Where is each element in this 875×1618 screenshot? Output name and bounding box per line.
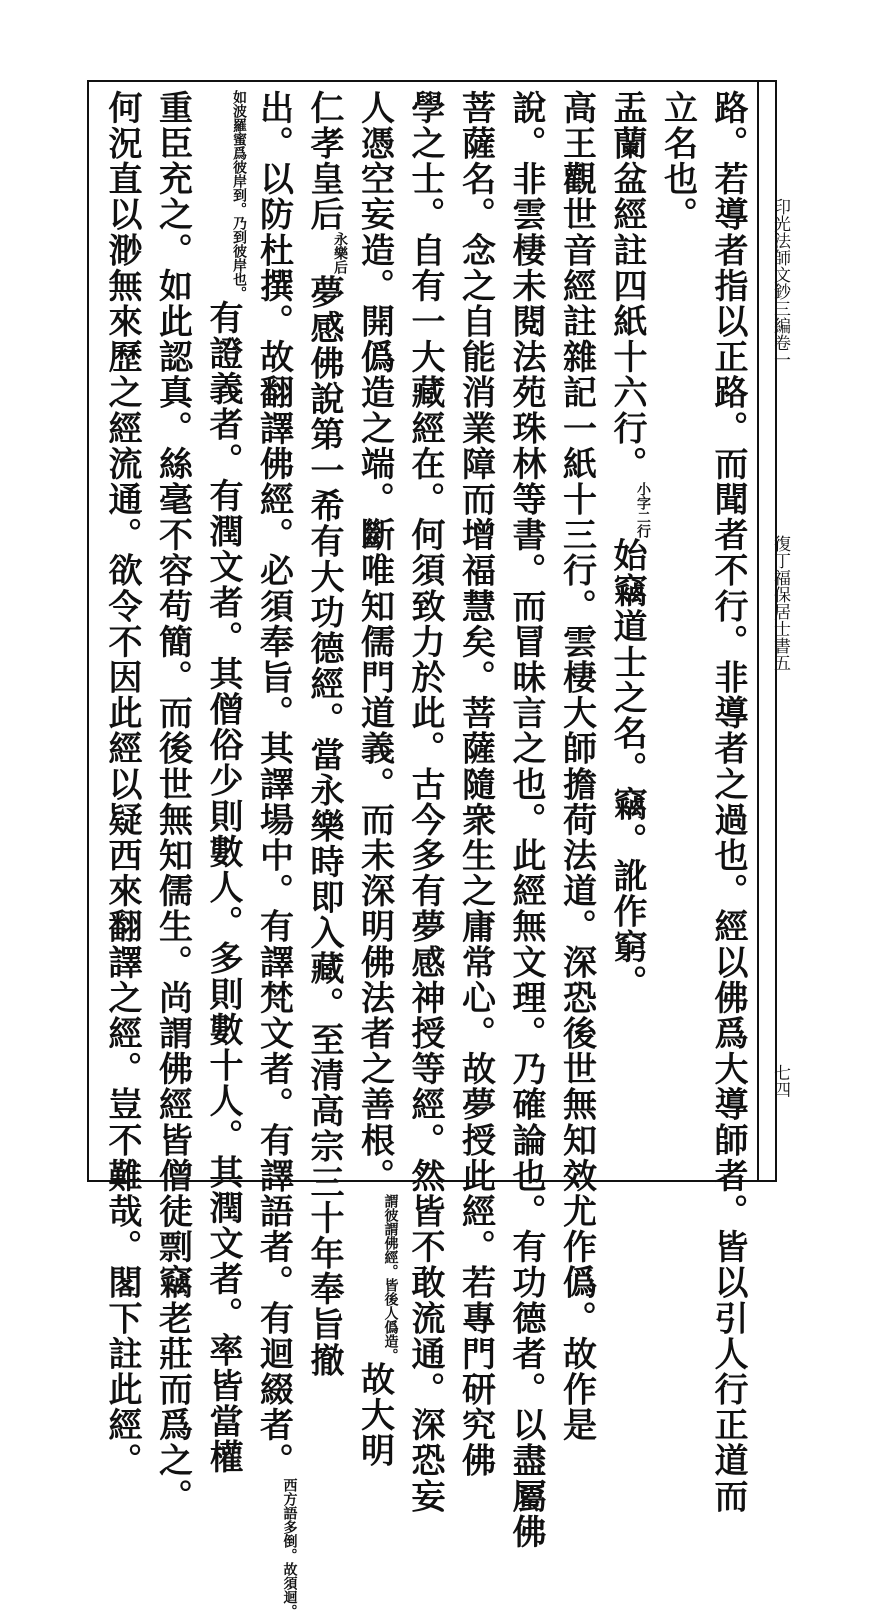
interlinear-note: 西方語多倒。故須迴。 bbox=[281, 1478, 298, 1618]
book-title: 印光法師文鈔三編卷一 bbox=[770, 198, 790, 368]
text-column bbox=[703, 90, 754, 1514]
text-column bbox=[602, 90, 653, 1160]
text-segment: 路。若導者指以正路。而聞者不行。非導者之過也。經以佛爲大導師者。皆以引人行正道而 bbox=[708, 90, 748, 1514]
text-segment: 學之士。自有一大藏經在。何須致力於此。古今多有夢感神授等經。然皆不敢流通。深恐妄 bbox=[405, 90, 445, 1514]
text-column bbox=[450, 90, 501, 1479]
text-segment: 立名也。 bbox=[657, 90, 698, 233]
text-segment: 始竊道士之名。竊。訛作窮。 bbox=[607, 537, 647, 1001]
page-header bbox=[760, 80, 800, 1182]
text-column bbox=[299, 90, 350, 1379]
text-column bbox=[248, 90, 299, 1618]
letter-title: 復丁福保居士書五 bbox=[770, 535, 790, 671]
text-column bbox=[501, 90, 552, 1550]
text-segment: 仁孝皇后 bbox=[304, 90, 344, 233]
text-column bbox=[400, 90, 451, 1514]
text-column bbox=[349, 90, 400, 1469]
text-segment: 說。非雲棲未閱法苑珠林等書。而冒昧言之也。此經無文理。乃確論也。有功德者。以盡屬佛 bbox=[506, 90, 546, 1550]
header-divider bbox=[757, 80, 759, 1182]
text-segment: 人憑空妄造。開僞造之端。斷唯知儒門道義。而未深明佛法者之善根。 bbox=[354, 90, 395, 1194]
text-column bbox=[198, 90, 249, 1475]
interlinear-note: 小字二行 bbox=[635, 481, 651, 538]
text-column bbox=[147, 90, 198, 1514]
text-segment: 出。以防杜撰。故翻譯佛經。必須奉旨。其譯場中。有譯梵文者。有譯語者。有迴綴者。 bbox=[253, 90, 294, 1479]
text-column bbox=[551, 90, 602, 1443]
text-segment: 故大明 bbox=[354, 1361, 395, 1469]
text-segment: 菩薩名。念之自能消業障而增福慧矣。菩薩隨衆生之庸常心。故夢授此經。若專門研究佛 bbox=[455, 90, 496, 1479]
text-segment: 何況直以渺無來歷之經流通。欲令不因此經以疑西來翻譯之經。豈不難哉。閣下註此經。 bbox=[102, 90, 142, 1479]
page-number: 七四 bbox=[770, 1064, 790, 1098]
text-segment: 有證義者。有潤文者。其僧俗少則數人。多則數十人。其潤文者。率皆當權 bbox=[203, 300, 243, 1475]
interlinear-note: 永樂后 bbox=[332, 232, 348, 275]
text-column bbox=[97, 90, 148, 1479]
text-segment: 重臣充之。如此認真。絲毫不容苟簡。而後世無知儒生。尚謂佛經皆僧徒剽竊老莊而爲之。 bbox=[152, 90, 193, 1514]
interlinear-note: 如波羅蜜爲彼岸到。乃到彼岸也。 bbox=[231, 90, 247, 300]
text-segment: 夢感佛說第一希有大功德經。當永樂時即入藏。至清高宗三十年奉旨撤 bbox=[304, 274, 344, 1379]
text-column bbox=[652, 90, 703, 1160]
text-segment: 盂蘭盆經註四紙十六行。 bbox=[607, 90, 647, 482]
main-text-body bbox=[97, 90, 753, 1618]
interlinear-note: 謂彼謂佛經。皆後人僞造。 bbox=[382, 1193, 399, 1362]
text-segment: 高王觀世音經註雜記一紙十三行。雲棲大師擔荷法道。深恐後世無知效尤作僞。故作是 bbox=[556, 90, 597, 1443]
